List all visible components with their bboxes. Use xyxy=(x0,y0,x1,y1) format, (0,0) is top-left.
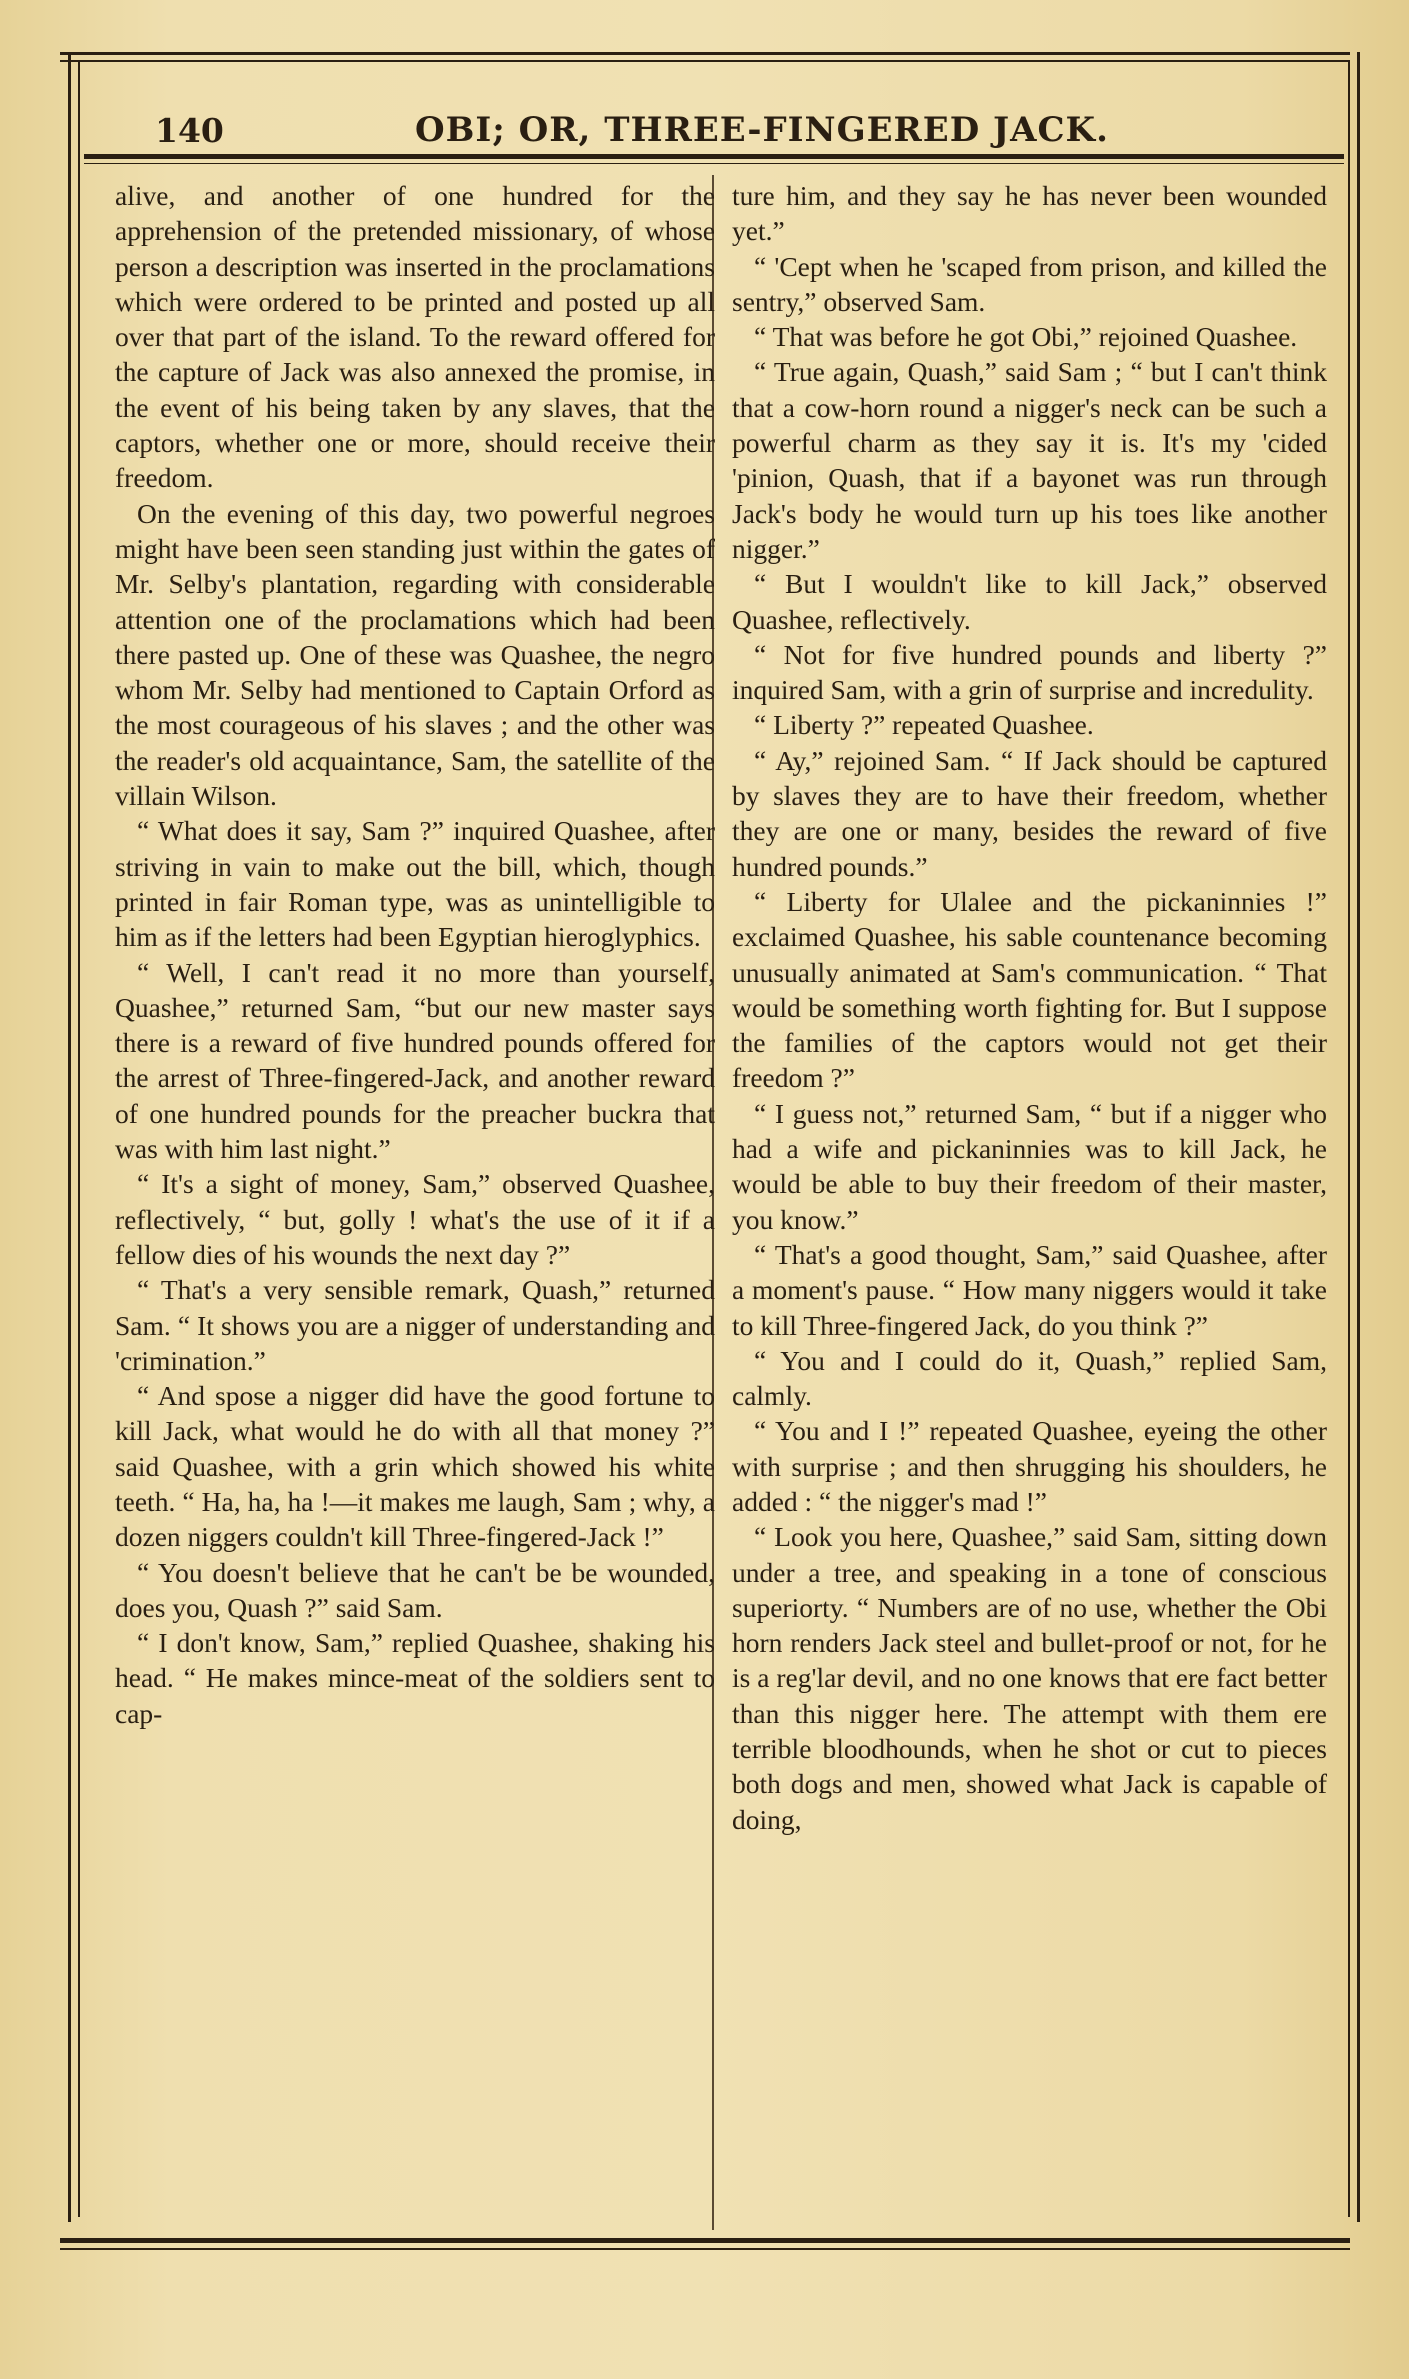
right-paragraph-12: “ You and I could do it, Quash,” replied Sam, calmly. xyxy=(732,1344,1327,1412)
top-rule-inner xyxy=(60,60,1350,62)
right-paragraph-4: “ True again, Quash,” said Sam ; “ but I can't think that a cow-horn round a nigger's neck can be such a powerful charm as they say it is. It's my 'cided 'pinion, Quash, that if a bayonet was run through Jack's body he would turn up his toes like another nigger.” xyxy=(732,356,1327,564)
left-paragraph-9: “ I don't know, Sam,” replied Quashee, shaking his head. “ He makes mince-meat of the soldiers sent to cap- xyxy=(115,1627,715,1729)
left-paragraph-3: “ What does it say, Sam ?” inquired Quashee, after striving in vain to make out the bill, which, though printed in fair Roman type, was as unintelligible to him as if the letters had been Egyptian hieroglyphics. xyxy=(115,815,715,953)
header-rule-thin xyxy=(84,163,1344,164)
running-title: OBI; OR, THREE-FINGERED JACK. xyxy=(415,110,1109,150)
left-paragraph-1: alive, and another of one hundred for the apprehension of the pretended missionary, of whose person a description was inserted in the proclamations which were ordered to be printed and posted up all over that part of the island. To the reward offered for the capture of Jack was also annexed the promise, in the event of his being taken by any slaves, that the captors, whether one or more, should receive their freedom. xyxy=(115,180,715,494)
right-paragraph-3: “ That was before he got Obi,” rejoined Quashee. xyxy=(754,321,1298,353)
page-header xyxy=(100,100,1335,160)
right-paragraph-13: “ You and I !” repeated Quashee, eyeing the other with surprise ; and then shrugging his shoulders, he added : “ the nigger's mad !” xyxy=(732,1415,1327,1517)
right-paragraph-7: “ Liberty ?” repeated Quashee. xyxy=(754,709,1094,741)
right-paragraph-11: “ That's a good thought, Sam,” said Quashee, after a moment's pause. “ How many niggers would it take to kill Three-fingered Jack, do you think ?” xyxy=(732,1238,1327,1341)
header-rule-thick xyxy=(84,154,1344,159)
left-paragraph-6: “ That's a very sensible remark, Quash,” returned Sam. “ It shows you are a nigger of understanding and 'crimination.” xyxy=(115,1274,715,1376)
left-paragraph-4: “ Well, I can't read it no more than yourself, Quashee,” returned Sam, “but our new master says there is a reward of five hundred pounds offered for the arrest of Three-fingered-Jack, and another reward of one hundred pounds for the preacher buckra that was with him last night.” xyxy=(115,956,715,1165)
right-border-inner xyxy=(1348,62,1350,2217)
right-paragraph-10: “ I guess not,” returned Sam, “ but if a nigger who had a wife and pickaninnies was to kill Jack, he would be able to buy their freedom of their master, you know.” xyxy=(732,1097,1327,1235)
right-border-outer xyxy=(1357,52,1360,2222)
left-paragraph-8: “ You doesn't believe that he can't be be wounded, does you, Quash ?” said Sam. xyxy=(115,1556,715,1623)
right-paragraph-9: “ Liberty for Ulalee and the pickaninnies !” exclaimed Quashee, his sable countenance becoming unusually animated at Sam's communication. “ That would be something worth fighting for. But I suppose the families of the captors would not get their freedom ?” xyxy=(732,885,1327,1094)
right-paragraph-2: “ 'Cept when he 'scaped from prison, and killed the sentry,” observed Sam. xyxy=(732,250,1327,317)
page-number: 140 xyxy=(155,110,224,150)
top-rule-outer xyxy=(60,52,1350,55)
left-border-outer xyxy=(68,52,71,2222)
right-paragraph-5: “ But I wouldn't like to kill Jack,” observed Quashee, reflectively. xyxy=(732,568,1327,635)
left-column xyxy=(115,178,715,2208)
right-paragraph-14: “ Look you here, Quashee,” said Sam, sitting down under a tree, and speaking in a tone of conscious superiorty. “ Numbers are of no use, whether the Obi horn renders Jack steel and bullet-proof or not, for he is a reg'lar devil, and no one knows that ere fact better than this nigger here. The attempt with them ere terrible bloodhounds, when he shot or cut to pieces both dogs and men, showed what Jack is capable of doing, xyxy=(732,1521,1327,1835)
right-column xyxy=(732,178,1327,2208)
bottom-rule-thin xyxy=(60,2248,1350,2250)
left-paragraph-7: “ And spose a nigger did have the good fortune to kill Jack, what would he do with all that money ?” said Quashee, with a grin which showed his white teeth. “ Ha, ha, ha !—it makes me laugh, Sam ; why, a dozen niggers couldn't kill Three-fingered-Jack !” xyxy=(115,1380,715,1553)
left-paragraph-5: “ It's a sight of money, Sam,” observed Quashee, reflectively, “ but, golly ! what's the use of it if a fellow dies of his wounds the next day ?” xyxy=(115,1168,715,1270)
bottom-rule-thick xyxy=(60,2238,1350,2243)
right-paragraph-6: “ Not for five hundred pounds and liberty ?” inquired Sam, with a grin of surprise and incredulity. xyxy=(732,638,1327,706)
right-paragraph-8: “ Ay,” rejoined Sam. “ If Jack should be captured by slaves they are to have their freedom, whether they are one or many, besides the reward of five hundred pounds.” xyxy=(732,744,1327,882)
right-paragraph-1: ture him, and they say he has never been wounded yet.” xyxy=(732,180,1327,247)
left-paragraph-2: On the evening of this day, two powerful negroes might have been seen standing just within the gates of Mr. Selby's plantation, regarding with considerable attention one of the proclamations which had been there pasted up. One of these was Quashee, the negro whom Mr. Selby had mentioned to Captain Orford as the most courageous of his slaves ; and the other was the reader's old acquaintance, Sam, the satellite of the villain Wilson. xyxy=(115,497,715,812)
left-border-inner xyxy=(78,62,80,2217)
